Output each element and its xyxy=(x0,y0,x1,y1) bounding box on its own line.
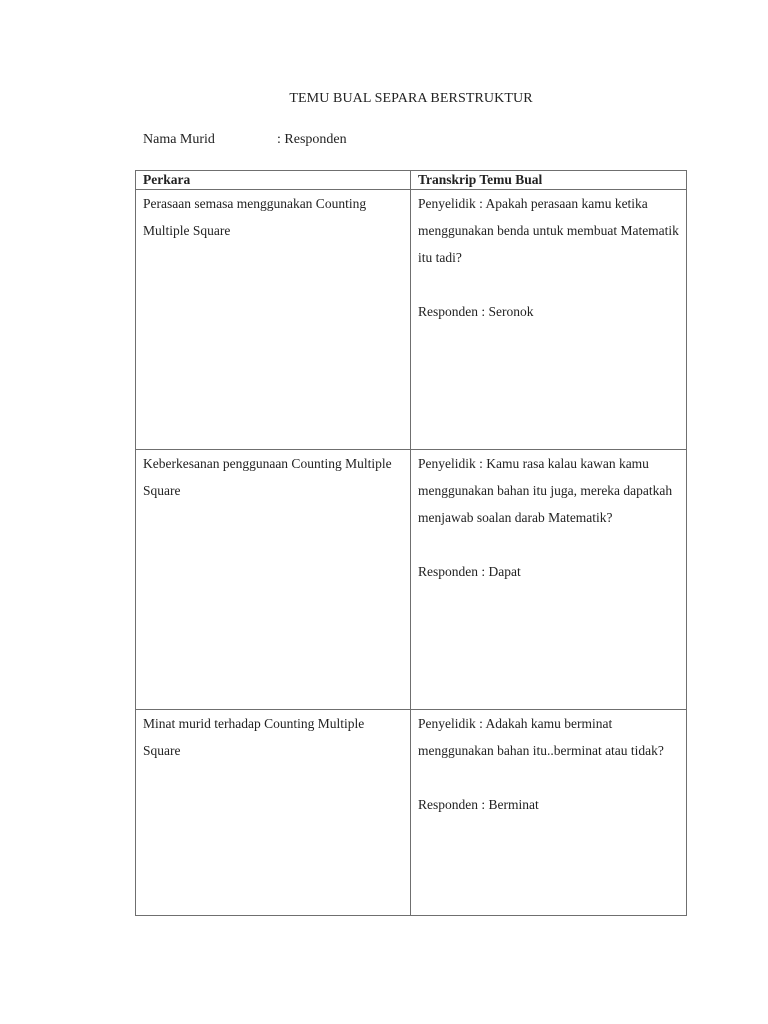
student-name-line xyxy=(143,132,347,148)
perkara-cell xyxy=(136,710,411,916)
student-name-label: Nama Murid xyxy=(143,132,215,147)
researcher-question: Penyelidik : Apakah perasaan kamu ketika menggunakan benda untuk membuat Matematik itu tadi? xyxy=(418,196,679,265)
researcher-question: Penyelidik : Kamu rasa kalau kawan kamu menggunakan bahan itu juga, mereka dapatkah menjawab soalan darab Matematik? xyxy=(418,456,673,525)
perkara-cell xyxy=(136,450,411,710)
table-row xyxy=(136,710,687,916)
table-header-row xyxy=(136,171,687,190)
researcher-question: Penyelidik : Adakah kamu berminat menggunakan bahan itu..berminat atau tidak? xyxy=(418,716,664,758)
table-row xyxy=(136,190,687,450)
perkara-text: Minat murid terhadap Counting Multiple Square xyxy=(143,716,365,758)
perkara-text: Keberkesanan penggunaan Counting Multiple Square xyxy=(143,456,392,498)
interview-table xyxy=(135,170,687,916)
transcript-cell xyxy=(411,190,687,450)
transcript-cell xyxy=(411,710,687,916)
respondent-answer: Responden : Dapat xyxy=(418,564,521,579)
student-name-value: : Responden xyxy=(277,132,347,147)
perkara-text: Perasaan semasa menggunakan Counting Multiple Square xyxy=(143,196,367,238)
table-row xyxy=(136,450,687,710)
perkara-cell xyxy=(136,190,411,450)
respondent-answer: Responden : Berminat xyxy=(418,797,539,812)
page-title: TEMU BUAL SEPARA BERSTRUKTUR xyxy=(289,91,533,106)
header-transkrip: Transkrip Temu Bual xyxy=(411,171,687,190)
transcript-cell xyxy=(411,450,687,710)
respondent-answer: Responden : Seronok xyxy=(418,304,534,319)
header-perkara: Perkara xyxy=(136,171,411,190)
